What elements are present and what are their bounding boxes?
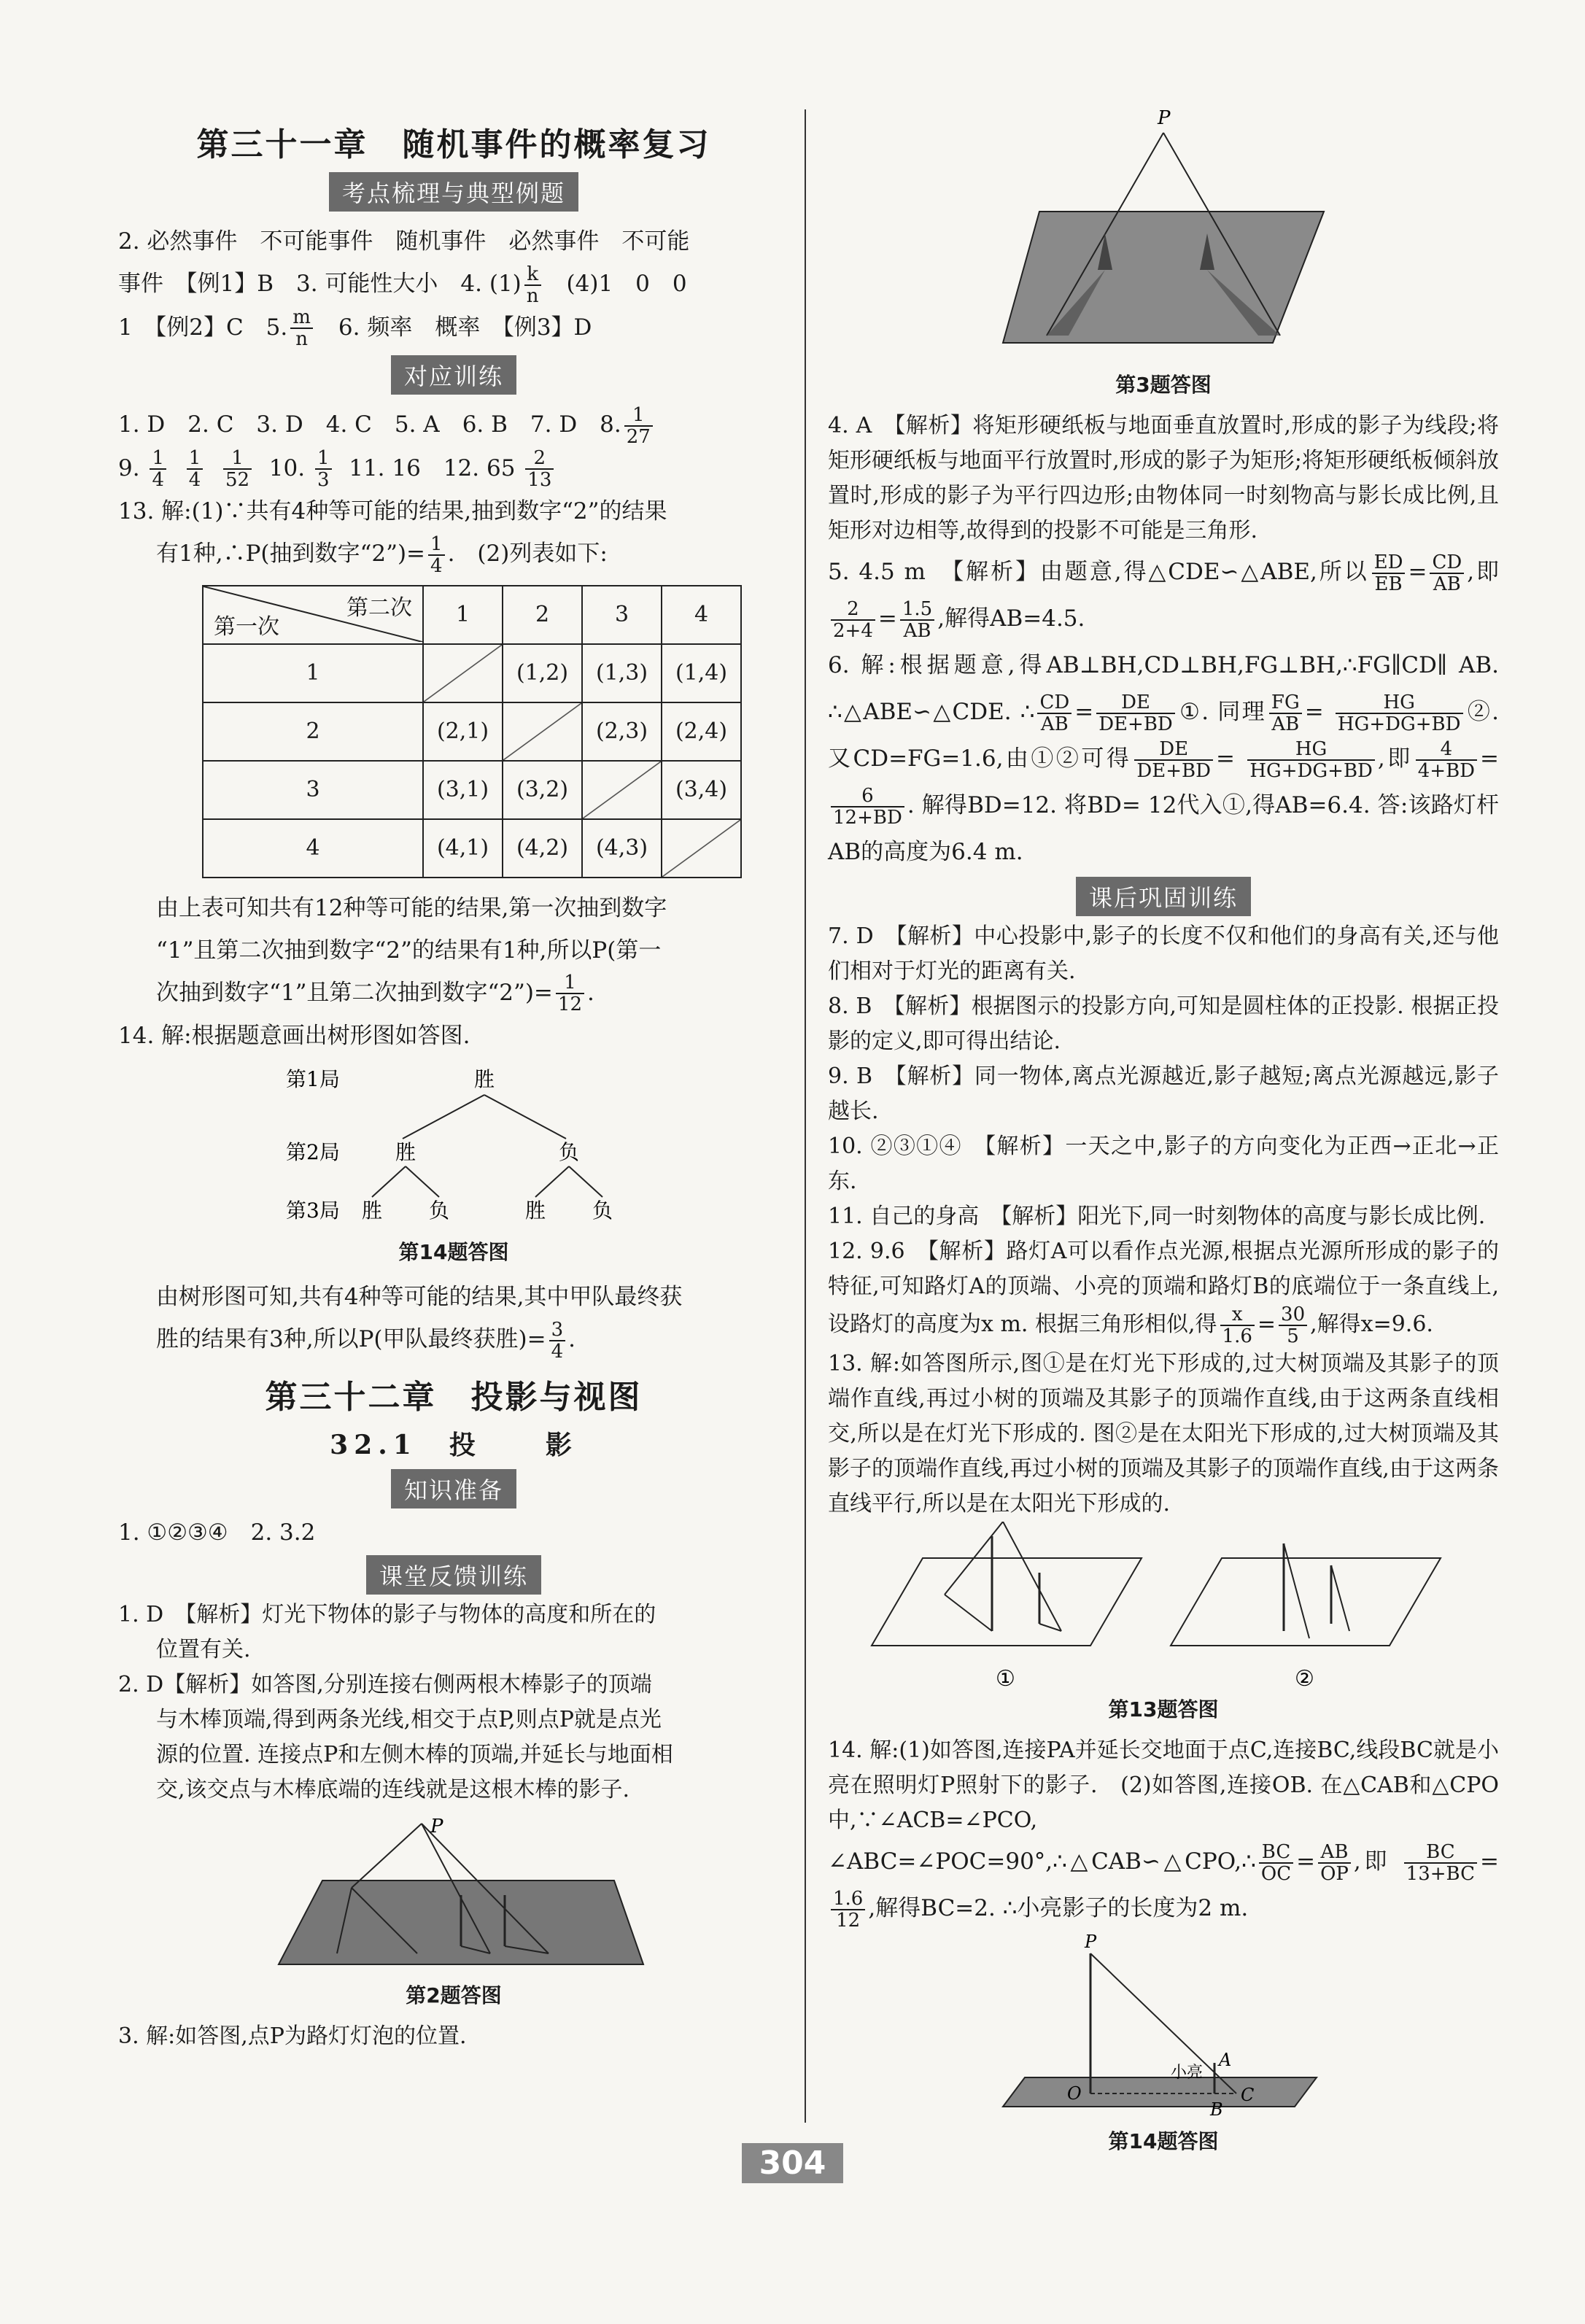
- fraction: $\frac{FG}{AB}$: [1269, 692, 1302, 735]
- table-row: [203, 761, 741, 819]
- row-label: 3: [203, 761, 423, 819]
- fraction: $\frac{1.6}{12}$: [831, 1889, 865, 1931]
- table-cell: (4,3): [582, 819, 662, 878]
- fraction: $\frac{1}{4}$: [187, 448, 204, 490]
- table-header-diagonal: [203, 586, 423, 644]
- header-second: 第二次: [346, 594, 412, 621]
- table-cell: (1,3): [582, 644, 662, 702]
- table-row: [203, 702, 741, 761]
- answer-line: 交,该交点与木棒底端的连线就是这根木棒的影子.: [156, 1776, 630, 1802]
- point-label: B: [1210, 2099, 1223, 2120]
- tree-node: 负: [429, 1198, 450, 1223]
- point-p-label: P: [1158, 109, 1171, 129]
- table-row: [203, 819, 741, 878]
- fraction: $\frac{1.5}{AB}$: [900, 599, 934, 641]
- fraction: $\frac{30}{5}$: [1279, 1304, 1307, 1347]
- point-label: O: [1067, 2083, 1082, 2104]
- fraction: $\frac{DE}{DE+BD}$: [1096, 692, 1175, 735]
- fraction: $\frac{1}{4}$: [428, 534, 445, 576]
- banner-exam-points: 考点梳理与典型例题: [329, 172, 578, 212]
- fraction: $\frac{CD}{AB}$: [1037, 692, 1071, 735]
- table-cell: (2,3): [582, 702, 662, 761]
- fraction: $\frac{x}{1.6}$: [1220, 1304, 1255, 1347]
- answer-14: 14. 解:(1)如答图,连接PA并延长交地面于点C,连接BC,线段BC就是小亮在照明灯P照射下的影子. (2)如答图,连接OB. 在△CAB和△CPO中,∵∠ACB=∠PCO,: [828, 1738, 1499, 1833]
- section-title: 32.1 投 影: [330, 1429, 578, 1460]
- table-cell: (3,2): [503, 761, 582, 819]
- fraction: $\frac{1}{4}$: [150, 448, 166, 490]
- answer-line: 1. ①②③④ 2. 3.2: [118, 1519, 316, 1546]
- answer-13: 13. 解:如答图所示,图①是在灯光下形成的,过大树顶端及其影子的顶端作直线,再过小树的顶端及其影子的顶端作直线,由于这两条直线相交,所以是在灯光下形成的. 图②是在太阳光下形成的,过大树顶端及其影子的顶端作直线,再过小树的顶端及其影子的顶端作直线,由于这两条直线平行,所以是在太阳光下形成的.: [828, 1351, 1499, 1517]
- fraction: $\frac{AB}{OP}$: [1318, 1842, 1351, 1884]
- table-cell: (1,4): [662, 644, 741, 702]
- fraction: $\frac{1}{52}$: [223, 448, 252, 490]
- col-header: 4: [662, 586, 741, 644]
- outcome-table: [202, 585, 742, 878]
- answer-line: 事件 【例1】B 3. 可能性大小 4. (1) $\frac{k}{n}$ (4)1 0 0: [118, 263, 687, 307]
- tree-node: 负: [592, 1198, 613, 1223]
- tree-round-label: 第1局: [286, 1067, 340, 1091]
- table-cell: (4,2): [503, 819, 582, 878]
- answer-line: 2. D【解析】如答图,分别连接右侧两根木棒影子的顶端: [118, 1671, 652, 1697]
- answer-7: 7. D 【解析】中心投影中,影子的长度不仅和他们的身高有关,还与他们相对于灯光的距离有关.: [828, 923, 1499, 984]
- col-header: 2: [503, 586, 582, 644]
- tree-node: 胜: [362, 1198, 383, 1223]
- person-label: 小亮: [1171, 2064, 1204, 2082]
- answer-9: 9. B 【解析】同一物体,离点光源越近,影子越短;离点光源越远,影子越长.: [828, 1064, 1499, 1124]
- answer-11: 11. 自己的身高 【解析】阳光下,同一时刻物体的高度与影长成比例.: [828, 1204, 1486, 1229]
- banner-class-feedback: 课堂反馈训练: [366, 1555, 541, 1595]
- answer-4: 4. A 【解析】将矩形硬纸板与地面垂直放置时,形成的影子为线段;将矩形硬纸板与地面平行放置时,形成的影子为矩形;将矩形硬纸板倾斜放置时,形成的影子为平行四边形;由物体同一时刻物高与影长成比例,且矩形对边相等,故得到的投影不可能是三角形.: [828, 413, 1499, 543]
- answer-8: 8. B 【解析】根据图示的投影方向,可知是圆柱体的正投影. 根据正投影的定义,即可得出结论.: [828, 993, 1499, 1054]
- tree-node: 负: [559, 1140, 580, 1164]
- question-13-cont: 有1种,∴P(抽到数字“2”)= $\frac{1}{4}$ . (2)列表如下:: [156, 532, 608, 577]
- table-cell: (2,1): [423, 702, 503, 761]
- table-cell-diag: [582, 761, 662, 819]
- chapter31-title: 第三十一章 随机事件的概率复习: [196, 126, 711, 163]
- answer-line: 1 【例2】C 5. $\frac{m}{n}$ 6. 频率 概率 【例3】D: [118, 306, 592, 350]
- fraction: $\frac{CD}{AB}$: [1430, 552, 1464, 594]
- table-cell-diag: [423, 644, 503, 702]
- fraction: $\frac{2}{13}$: [525, 448, 554, 490]
- figure-caption: 第13题答图: [1108, 1697, 1219, 1721]
- fraction: $\frac{3}{4}$: [549, 1320, 566, 1362]
- tree-diagram: [279, 1057, 629, 1232]
- figure-caption: 第3题答图: [1115, 373, 1212, 397]
- figure-caption: 第14题答图: [1108, 2129, 1219, 2153]
- column-divider: [805, 109, 806, 2123]
- fraction: $\frac{1}{3}$: [315, 448, 332, 490]
- tree-node: 胜: [474, 1067, 495, 1091]
- fraction: $\frac{1}{27}$: [624, 405, 653, 447]
- tree-round-label: 第3局: [286, 1198, 340, 1223]
- table-cell: (3,4): [662, 761, 741, 819]
- left-column: [118, 109, 789, 2054]
- fraction: $\frac{ED}{EB}$: [1372, 552, 1406, 594]
- question-14: 14. 解:根据题意画出树形图如答图.: [118, 1023, 470, 1049]
- fraction: $\frac{6}{12+BD}$: [831, 786, 904, 828]
- answer-line: 与木棒顶端,得到两条光线,相交于点P,则点P就是点光: [156, 1706, 662, 1732]
- header-first: 第一次: [214, 613, 279, 640]
- answer-6: 6. 解:根据题意,得AB⊥BH,CD⊥BH,FG⊥BH,∴FG∥CD∥ AB. ∴△ABE∽△CDE. ∴ $\frac{CD}{AB}$ = $\frac{DE}{DE+BD}$ ①. 同理 $\frac{FG}{AB}$ = $\frac{HG}{HG+DG+BD}$ ②. 又CD=FG=1.6,由①②可得 $\frac{DE}{DE+BD}$ = $\frac{HG}{HG+DG+BD}$ ,即 $\frac{4}{4+BD}$ = $\frac{6}{12+BD}$ . 解得BD=12. 将BD= 12代入①,得AB=6.4. 答:该路灯杆AB的高度为6.4 m.: [828, 652, 1500, 865]
- question-13-conclusion: 由上表可知共有12种等可能的结果,第一次抽到数字: [156, 894, 667, 921]
- tree-node: 胜: [395, 1140, 416, 1164]
- table-cell: (2,4): [662, 702, 741, 761]
- point-label: C: [1241, 2085, 1255, 2105]
- answer-line: 源的位置. 连接点P和左侧木棒的顶端,并延长与地面相: [156, 1741, 673, 1767]
- col-header: 3: [582, 586, 662, 644]
- banner-prep: 知识准备: [391, 1469, 516, 1508]
- fraction: $\frac{1}{12}$: [556, 972, 584, 1015]
- figure-3: [988, 109, 1338, 365]
- question-13: 13. 解:(1)∵共有4种等可能的结果,抽到数字“2”的结果: [118, 498, 667, 524]
- figure-label: ①: [996, 1666, 1015, 1689]
- point-label: P: [1085, 1932, 1097, 1952]
- question-14-conclusion: 由树形图可知,共有4种等可能的结果,其中甲队最终获: [156, 1284, 683, 1310]
- table-cell-diag: [503, 702, 582, 761]
- chapter32-title: 第三十二章 投影与视图: [265, 1378, 643, 1416]
- answer-line: 9. $\frac{1}{4}$ $\frac{1}{4}$ $\frac{1}{52}$ 10. $\frac{1}{3}$ 11. 16 12. 65 $\frac{2}{13}$: [118, 447, 789, 491]
- page-number-bar: [0, 2143, 1585, 2183]
- question-13-conclusion: 次抽到数字“1”且第二次抽到数字“2”)= $\frac{1}{12}$ .: [156, 972, 594, 1015]
- page-number: 304: [742, 2143, 844, 2183]
- fraction: $\frac{BC}{13+BC}$: [1404, 1842, 1477, 1884]
- table-cell-diag: [662, 819, 741, 878]
- point-label: A: [1219, 2050, 1232, 2070]
- row-label: 1: [203, 644, 423, 702]
- answer-14-cont: ∠ABC=∠POC=90°,∴△CAB∽△CPO,∴ $\frac{BC}{OC}$ = $\frac{AB}{OP}$ ,即 $\frac{BC}{13+BC}$ = $\frac{1.6}{12}$ ,解得BC=2. ∴小亮影子的长度为2 m.: [828, 1840, 1500, 1932]
- figure-caption: 第2题答图: [406, 1983, 502, 2007]
- figure-13: [864, 1522, 1462, 1689]
- answer-line: 3. 解:如答图,点P为路灯灯泡的位置.: [118, 2023, 467, 2049]
- fraction: $\frac{HG}{HG+DG+BD}$: [1247, 739, 1375, 781]
- answer-line: 1. D 【解析】灯光下物体的影子与物体的高度和所在的: [118, 1601, 656, 1627]
- answer-12: 12. 9.6 【解析】路灯A可以看作点光源,根据点光源所形成的影子的特征,可知路灯A的顶端、小亮的顶端和路灯B的底端位于一条直线上,设路灯的高度为x m. 根据三角形相似,得 $\frac{x}{1.6}$ = $\frac{30}{5}$ ,解得x=9.6.: [828, 1239, 1499, 1347]
- answer-line: 位置有关.: [156, 1636, 251, 1662]
- figure-14: [996, 1932, 1331, 2121]
- table-cell: (3,1): [423, 761, 503, 819]
- fraction: $\frac{HG}{HG+DG+BD}$: [1336, 692, 1463, 735]
- row-label: 2: [203, 702, 423, 761]
- figure-2: [249, 1808, 658, 1975]
- fraction: $\frac{m}{n}$: [290, 307, 313, 349]
- fraction: $\frac{4}{4+BD}$: [1416, 739, 1477, 781]
- question-14-conclusion: 胜的结果有3种,所以P(甲队最终获胜)= $\frac{3}{4}$ .: [156, 1318, 576, 1363]
- row-label: 4: [203, 819, 423, 878]
- banner-after-class: 课后巩固训练: [1076, 877, 1251, 916]
- point-p-label: P: [430, 1815, 443, 1837]
- answer-10: 10. ②③①④ 【解析】一天之中,影子的方向变化为正西→正北→正东.: [828, 1134, 1499, 1194]
- col-header: 1: [423, 586, 503, 644]
- table-cell: (4,1): [423, 819, 503, 878]
- answer-line: 1. D 2. C 3. D 4. C 5. A 6. B 7. D 8. $\frac{1}{27}$: [118, 403, 789, 447]
- table-row: [203, 644, 741, 702]
- answer-line: 2. 必然事件 不可能事件 随机事件 必然事件 不可能: [118, 228, 690, 255]
- question-13-conclusion: “1”且第二次抽到数字“2”的结果有1种,所以P(第一: [156, 937, 662, 964]
- figure-caption: 第14题答图: [398, 1240, 509, 1264]
- table-cell: (1,2): [503, 644, 582, 702]
- answer-5: 5. 4.5 m 【解析】由题意,得△CDE∽△ABE,所以 $\frac{ED}{EB}$ = $\frac{CD}{AB}$ ,即 $\frac{2}{2+4}$ = $\frac{1.5}{AB}$ ,解得AB=4.5.: [828, 551, 1500, 642]
- tree-node: 胜: [525, 1198, 546, 1223]
- figure-label: ②: [1295, 1666, 1314, 1689]
- fraction: $\frac{BC}{OC}$: [1259, 1842, 1293, 1884]
- tree-round-label: 第2局: [286, 1140, 340, 1164]
- fraction: $\frac{k}{n}$: [524, 264, 541, 306]
- banner-training: 对应训练: [391, 355, 516, 395]
- fraction: $\frac{2}{2+4}$: [831, 599, 875, 641]
- fraction: $\frac{DE}{DE+BD}$: [1134, 739, 1213, 781]
- right-column: [828, 109, 1499, 2165]
